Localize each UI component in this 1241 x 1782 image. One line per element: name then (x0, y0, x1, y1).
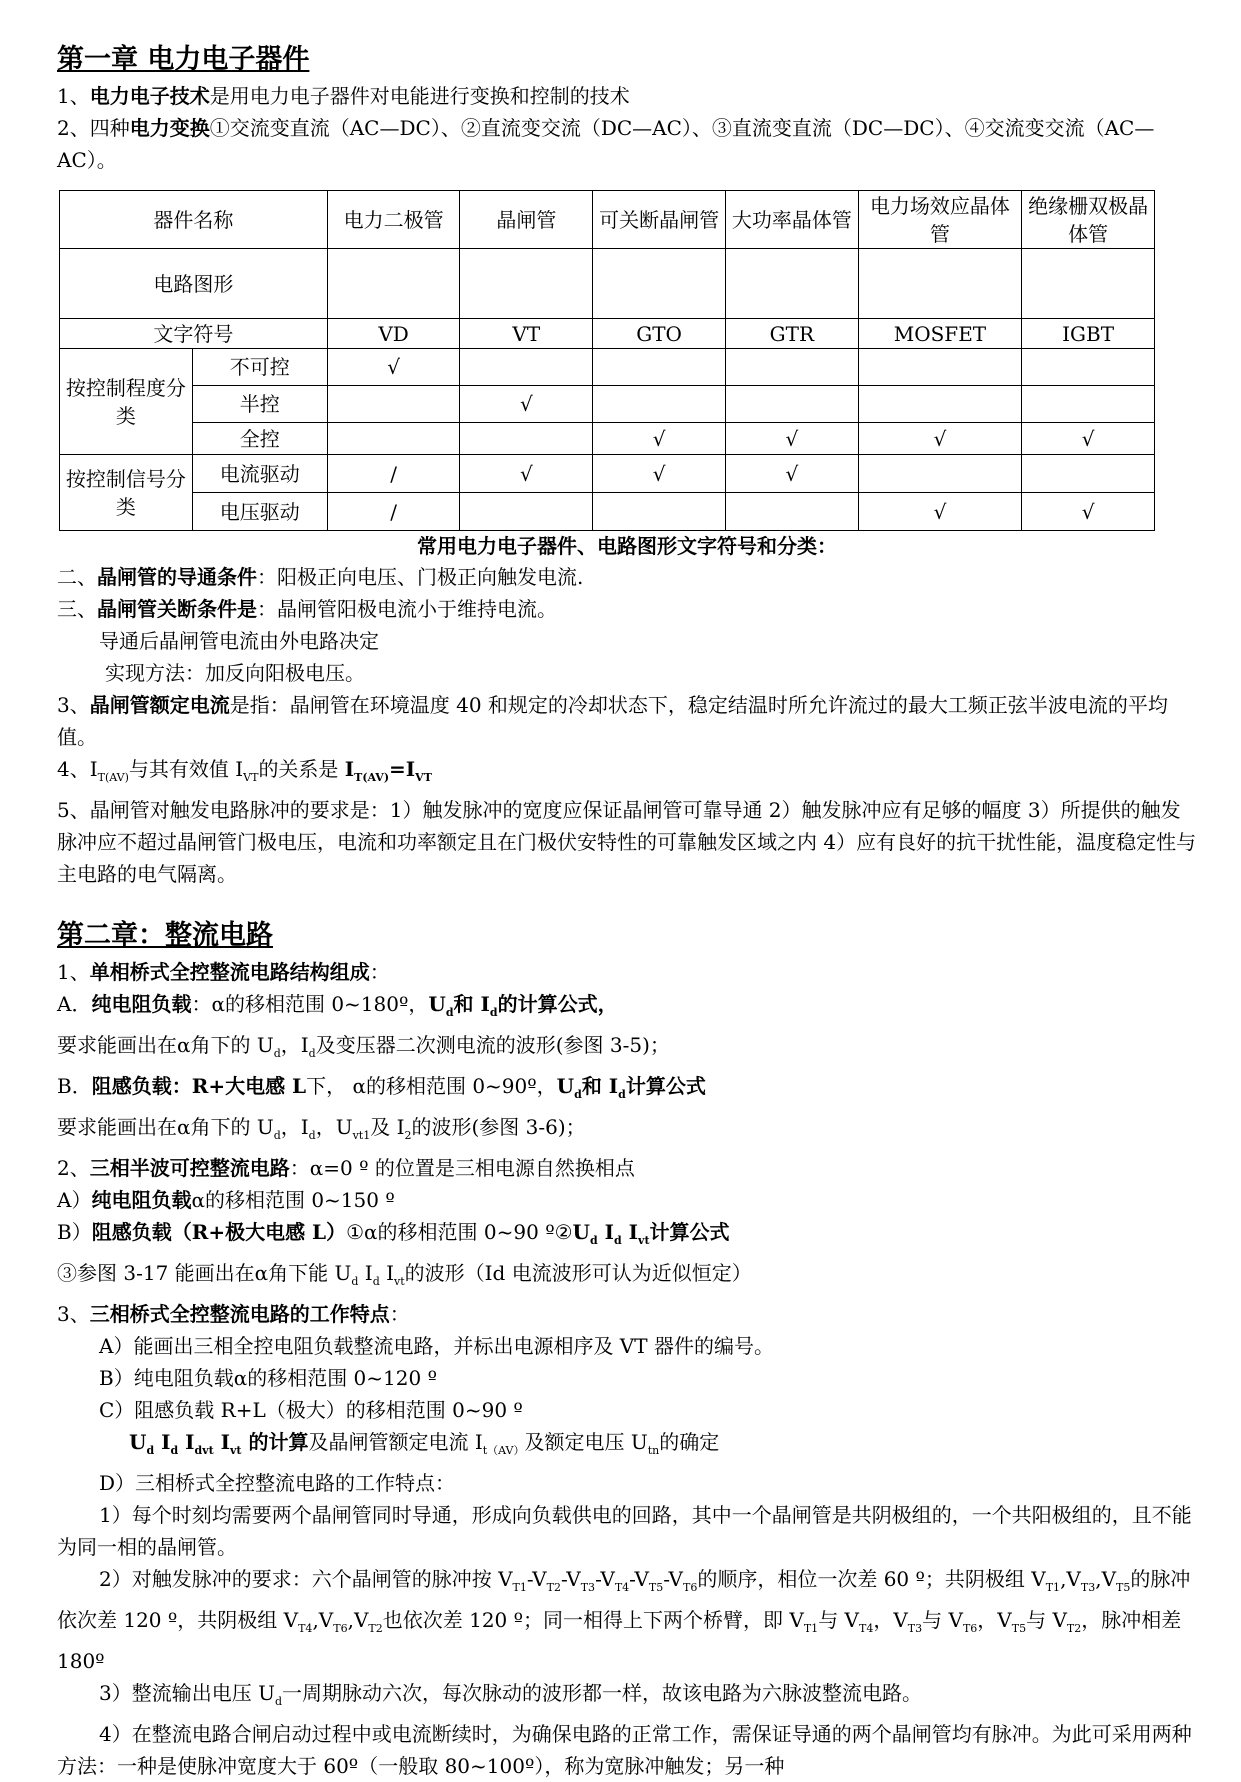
mark-cell: √ (858, 493, 1021, 531)
ch2-item3-d1: 1）每个时刻均需要两个晶闸管同时导通，形成向负载供电的回路，其中一个晶闸管是共阴极组的，一个共阳极组的，且不能为同一相的晶闸管。 (57, 1503, 1192, 1559)
device-name: 电力二极管 (327, 191, 460, 249)
mark-cell (1022, 349, 1155, 386)
para-3: 3、晶闸管额定电流是指：晶闸管在环境温度 40 和规定的冷却状态下，稳定结温时所允许流过的最大工频正弦半波电流的平均值。 (57, 693, 1168, 749)
group1-label: 按控制程度分类 (60, 349, 193, 455)
mark-cell (725, 493, 858, 531)
mark-cell: √ (327, 349, 460, 386)
device-name: 绝缘栅双极晶体管 (1022, 191, 1155, 249)
table-row (60, 249, 1155, 319)
section-3: 三、晶闸管关断条件是：晶闸管阳极电流小于维持电流。 (57, 597, 557, 621)
mark-cell: √ (593, 423, 726, 455)
mark-cell (327, 386, 460, 423)
ch2-item2-a: A）纯电阻负载α的移相范围 0~150 º (57, 1188, 395, 1212)
para-4: 4、$I_{T(AV)}$与其有效值 $I_{VT}$的关系是 $I_{T(AV)}=I_{VT}$ (57, 757, 432, 784)
row-label: 不可控 (192, 349, 327, 386)
mark-cell (460, 423, 593, 455)
chapter1-title: 第一章 电力电子器件 (57, 44, 310, 75)
table-header-label: 器件名称 (60, 191, 328, 249)
device-name: 可关断晶闸管 (593, 191, 726, 249)
document-page (57, 40, 1197, 1782)
ch2-item3-a: A）能画出三相全控电阻负载整流电路，并标出电源相序及 VT 器件的编号。 (99, 1334, 774, 1358)
mark-cell: / (327, 493, 460, 531)
symbol-cell: GTR (725, 319, 858, 349)
mark-cell: √ (593, 455, 726, 493)
ch2-item1-a: A．纯电阻负载：α的移相范围 0~180º，$U_d$和 $I_d$的计算公式， (57, 992, 618, 1019)
table-row (60, 455, 1155, 493)
symbol-cell: VT (460, 319, 593, 349)
ch2-item3-d3: 3）整流输出电压 $U_d$一周期脉动六次，每次脉动的波形都一样，故该电路为六脉波整流电路。 (99, 1681, 922, 1708)
symbol-cell: MOSFET (858, 319, 1021, 349)
ch2-item2-b: B）阻感负载（R+极大电感 L）①α的移相范围 0~90 $º②U_d$ $I_d$ $I_{vt}$计算公式 (57, 1220, 730, 1247)
circuit-label: 电路图形 (60, 249, 328, 319)
table-row (60, 191, 1155, 249)
mark-cell (725, 386, 858, 423)
ch2-item1-b2: 要求能画出在α角下的 $U_d$，$I_d$，$U_{vt1}$及 $I_2$的波形(参图 3-6)； (57, 1115, 586, 1142)
symbol-label: 文字符号 (60, 319, 328, 349)
mark-cell (1022, 455, 1155, 493)
ch2-item3-c: C）阻感负载 R+L（极大）的移相范围 0~90 º (99, 1398, 523, 1422)
ch2-item3-d: D）三相桥式全控整流电路的工作特点： (99, 1471, 456, 1495)
mark-cell (858, 349, 1021, 386)
circuit-cell (725, 249, 858, 319)
ch2-item3-b: B）纯电阻负载α的移相范围 0~120 º (99, 1366, 437, 1390)
symbol-cell: GTO (593, 319, 726, 349)
section-3-sub1: 导通后晶闸管电流由外电路决定 (99, 629, 379, 653)
mark-cell (858, 455, 1021, 493)
circuit-cell (460, 249, 593, 319)
mark-cell: √ (460, 386, 593, 423)
mark-cell (1022, 386, 1155, 423)
chapter2-title: 第二章：整流电路 (57, 920, 273, 951)
ch2-item3: 3、三相桥式全控整流电路的工作特点： (57, 1302, 410, 1326)
circuit-cell (593, 249, 726, 319)
mark-cell: / (327, 455, 460, 493)
row-label: 电流驱动 (192, 455, 327, 493)
mark-cell: √ (858, 423, 1021, 455)
device-table (59, 190, 1155, 531)
mark-cell (593, 386, 726, 423)
table-row (60, 493, 1155, 531)
device-name: 大功率晶体管 (725, 191, 858, 249)
device-name: 电力场效应晶体管 (858, 191, 1021, 249)
symbol-cell: VD (327, 319, 460, 349)
row-label: 全控 (192, 423, 327, 455)
mark-cell (460, 493, 593, 531)
ch2-item1: 1、单相桥式全控整流电路结构组成： (57, 960, 390, 984)
device-name: 晶闸管 (460, 191, 593, 249)
mark-cell (593, 493, 726, 531)
symbol-cell: IGBT (1022, 319, 1155, 349)
group2-label: 按控制信号分类 (60, 455, 193, 531)
para-5: 5、晶闸管对触发电路脉冲的要求是：1）触发脉冲的宽度应保证晶闸管可靠导通 2）触发脉冲应有足够的幅度 3）所提供的触发脉冲应不超过晶闸管门极电压，电流和功率额定且在门极伏安特性的可靠触发区域之内 4）应有良好的抗干扰性能，温度稳定性与主电路的电气隔离。 (57, 798, 1197, 886)
ch2-item2: 2、三相半波可控整流电路：α=0 º 的位置是三相电源自然换相点 (57, 1156, 635, 1180)
mark-cell (725, 349, 858, 386)
mark-cell (858, 386, 1021, 423)
ch2-item3-c2: $U_d$ $I_d$ $I_{dvt}$ $I_{vt}$ 的计算及晶闸管额定电流 $I_{t(AV)}$及额定电压 $U_{tn}$的确定 (129, 1430, 720, 1457)
ch2-item3-d4: 4）在整流电路合闸启动过程中或电流断续时，为确保电路的正常工作，需保证导通的两个晶闸管均有脉冲。为此可采用两种方法：一种是使脉冲宽度大于 60º（一般取 80~100º），称为宽脉冲触发；另一种 (57, 1722, 1192, 1778)
circuit-cell (858, 249, 1021, 319)
table-row (60, 319, 1155, 349)
table-row (60, 349, 1155, 386)
ch1-item1: 1、电力电子技术是用电力电子器件对电能进行变换和控制的技术 (57, 84, 630, 108)
ch2-item1-b: B．阻感负载：R+大电感 L下， α的移相范围 0~90º，$U_d$和 $I_d$计算公式 (57, 1074, 706, 1101)
section-2: 二、晶闸管的导通条件：阳极正向电压、门极正向触发电流. (57, 565, 584, 589)
circuit-cell (1022, 249, 1155, 319)
circuit-cell (327, 249, 460, 319)
mark-cell (460, 349, 593, 386)
section-3-sub2: 实现方法：加反向阳极电压。 (105, 661, 365, 685)
mark-cell: √ (1022, 423, 1155, 455)
mark-cell (593, 349, 726, 386)
ch2-item3-d2: 2）对触发脉冲的要求：六个晶闸管的脉冲按 $V_{T1}-V_{T2}-V_{T3}-V_{T4}-V_{T5}-V_{T6}$的顺序，相位一次差 60 º；共阴极组 $V_{T1},V_{T3},V_{T5}$的脉冲依次差 120 º，共阴极组 $V_{T4},V_{T6},V_{T2}$也依次差 120 º；同一相得上下两个桥臂，即 $V_{T1}$与 $V_{T4}$，$V_{T3}$与 $V_{T6}$，$V_{T5}$与 $V_{T2}$，脉冲相差 180º (57, 1567, 1191, 1673)
mark-cell: √ (460, 455, 593, 493)
row-label: 半控 (192, 386, 327, 423)
mark-cell: √ (725, 423, 858, 455)
row-label: 电压驱动 (192, 493, 327, 531)
ch2-item1-a2: 要求能画出在α角下的 $U_d$，$I_d$及变压器二次测电流的波形(参图 3-5)； (57, 1033, 670, 1060)
table-caption: 常用电力电子器件、电路图形文字符号和分类： (417, 534, 837, 558)
mark-cell: √ (725, 455, 858, 493)
mark-cell (327, 423, 460, 455)
ch2-item2-c: ③参图 3-17 能画出在α角下能 $U_d$ $I_d$ $I_{vt}$的波形（Id 电流波形可认为近似恒定） (57, 1261, 752, 1288)
ch1-item2: 2、四种电力变换①交流变直流（AC—DC）、②直流变交流（DC—AC）、③直流变直流（DC—DC）、④交流变交流（AC—AC）。 (57, 116, 1155, 172)
table-row (60, 386, 1155, 423)
table-row (60, 423, 1155, 455)
mark-cell: √ (1022, 493, 1155, 531)
